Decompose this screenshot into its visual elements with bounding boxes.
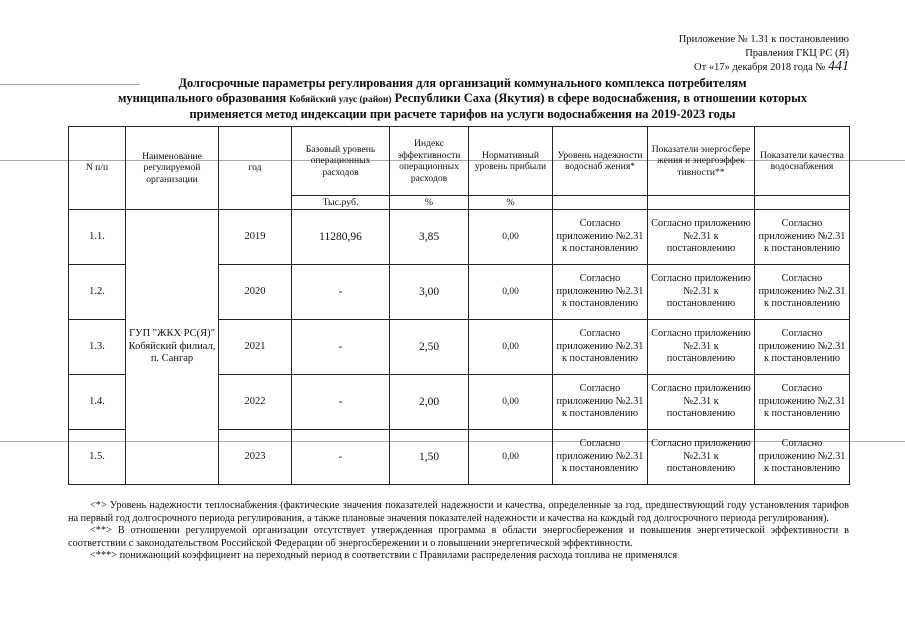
- header-efficiency-index: Индекс эффективности операционных расходов: [390, 127, 469, 196]
- row-reliability: Согласно приложению №2.31 к постановлению: [553, 265, 648, 320]
- row-year: 2021: [219, 320, 292, 375]
- row-index: 2,00: [390, 375, 469, 430]
- row-base: -: [292, 265, 390, 320]
- header-reliability: Уровень надежности водоснаб жения*: [553, 127, 648, 196]
- row-index: 3,85: [390, 210, 469, 265]
- row-profit: 0,00: [469, 375, 553, 430]
- row-num: 1.5.: [69, 430, 126, 485]
- row-reliability: Согласно приложению №2.31 к постановлению: [553, 320, 648, 375]
- row-index: 3,00: [390, 265, 469, 320]
- row-quality: Согласно приложению №2.31 к постановлению: [755, 320, 850, 375]
- header-note-line3: [679, 60, 849, 75]
- row-num: 1.1.: [69, 210, 126, 265]
- title-district: Кобяйский улус (район): [289, 94, 392, 105]
- title-republic: Республики Саха (Якутия) в сфере водоснабжения, в отношении которых: [394, 90, 808, 105]
- row-num: 1.3.: [69, 320, 126, 375]
- title-municipality: муниципального образования: [117, 90, 287, 105]
- header-water-quality: Показатели качества водоснабжения: [755, 127, 850, 196]
- row-quality: Согласно приложению №2.31 к постановлению: [755, 265, 850, 320]
- row-energy: Согласно приложению №2.31 к постановлению: [648, 375, 755, 430]
- row-energy: Согласно приложению №2.31 к постановлению: [648, 430, 755, 485]
- row-base: -: [292, 430, 390, 485]
- handwritten-number: 441: [828, 59, 849, 74]
- row-profit: 0,00: [469, 210, 553, 265]
- title-line3: применяется метод индексации при расчете тарифов на услуги водоснабжения на 2019-2023 годы: [189, 107, 736, 121]
- title-line1: Долгосрочные параметры регулирования для организаций коммунального комплекса потребителям: [178, 76, 747, 90]
- row-quality: Согласно приложению №2.31 к постановлению: [755, 375, 850, 430]
- parameters-table: [68, 126, 850, 485]
- header-profit-level: Нормативный уровень прибыли: [469, 127, 553, 196]
- row-energy: Согласно приложению №2.31 к постановлению: [648, 320, 755, 375]
- row-reliability: Согласно приложению №2.31 к постановлению: [553, 375, 648, 430]
- row-quality: Согласно приложению №2.31 к постановлению: [755, 430, 850, 485]
- row-energy: Согласно приложению №2.31 к постановлению: [648, 265, 755, 320]
- unit-empty: [755, 196, 850, 210]
- row-quality: Согласно приложению №2.31 к постановлению: [755, 210, 850, 265]
- row-energy: Согласно приложению №2.31 к постановлению: [648, 210, 755, 265]
- header-year: год: [219, 127, 292, 210]
- header-note-line2: Правления ГКЦ РС (Я): [745, 47, 849, 59]
- header-energy-efficiency: Показатели энергосбере жения и энергоэффек тивности**: [648, 127, 755, 196]
- row-base: -: [292, 375, 390, 430]
- row-profit: 0,00: [469, 430, 553, 485]
- footnotes: [68, 500, 849, 563]
- row-num: 1.2.: [69, 265, 126, 320]
- table-row: [69, 210, 850, 265]
- header-organization: Наименование регулируемой организации: [126, 127, 219, 210]
- row-num: 1.4.: [69, 375, 126, 430]
- row-year: 2020: [219, 265, 292, 320]
- unit-profit: %: [469, 196, 553, 210]
- row-base: -: [292, 320, 390, 375]
- unit-base: Тыс.руб.: [292, 196, 390, 210]
- header-note: [679, 33, 849, 75]
- title-line2: [40, 91, 885, 108]
- header-num: N п/п: [69, 127, 126, 210]
- header-note-date: От «17» декабря 2018 года №: [694, 62, 826, 73]
- row-index: 2,50: [390, 320, 469, 375]
- footnote-energy: <**> В отношении регулируемой организации отсутствует утвержденная программа в области энергосбережения и повышения энергетической эффективности в соответствии с законодательством Российской Федерации об энергосбережении и о повышении энергетической эффективности.: [68, 525, 849, 549]
- document-title: [40, 76, 885, 122]
- row-profit: 0,00: [469, 265, 553, 320]
- row-base: 11280,96: [292, 210, 390, 265]
- row-profit: 0,00: [469, 320, 553, 375]
- row-index: 1,50: [390, 430, 469, 485]
- row-year: 2019: [219, 210, 292, 265]
- organization-name: ГУП "ЖКХ РС(Я)" Кобяйский филиал, п. Сангар: [126, 210, 219, 485]
- table-header-row: [69, 127, 850, 196]
- unit-empty: [553, 196, 648, 210]
- footnote-coefficient: <***> понижающий коэффициент на переходный период в соответствии с Правилами распределения расхода топлива не применялся: [90, 550, 678, 562]
- header-base-expenses: Базовый уровень операционных расходов: [292, 127, 390, 196]
- row-reliability: Согласно приложению №2.31 к постановлению: [553, 430, 648, 485]
- row-year: 2022: [219, 375, 292, 430]
- header-note-line1: Приложение № 1.31 к постановлению: [678, 34, 849, 45]
- footnote-reliability: <*> Уровень надежности теплоснабжения (фактические значения показателей надежности и качества, определенные за год, предшествующий году установления тарифов на первый год долгосрочного периода регулирования, а также плановые значения показателей надежности и качества на каждый год долгосрочного периода регулирования).: [68, 500, 849, 524]
- unit-index: %: [390, 196, 469, 210]
- unit-empty: [648, 196, 755, 210]
- row-year: 2023: [219, 430, 292, 485]
- row-reliability: Согласно приложению №2.31 к постановлению: [553, 210, 648, 265]
